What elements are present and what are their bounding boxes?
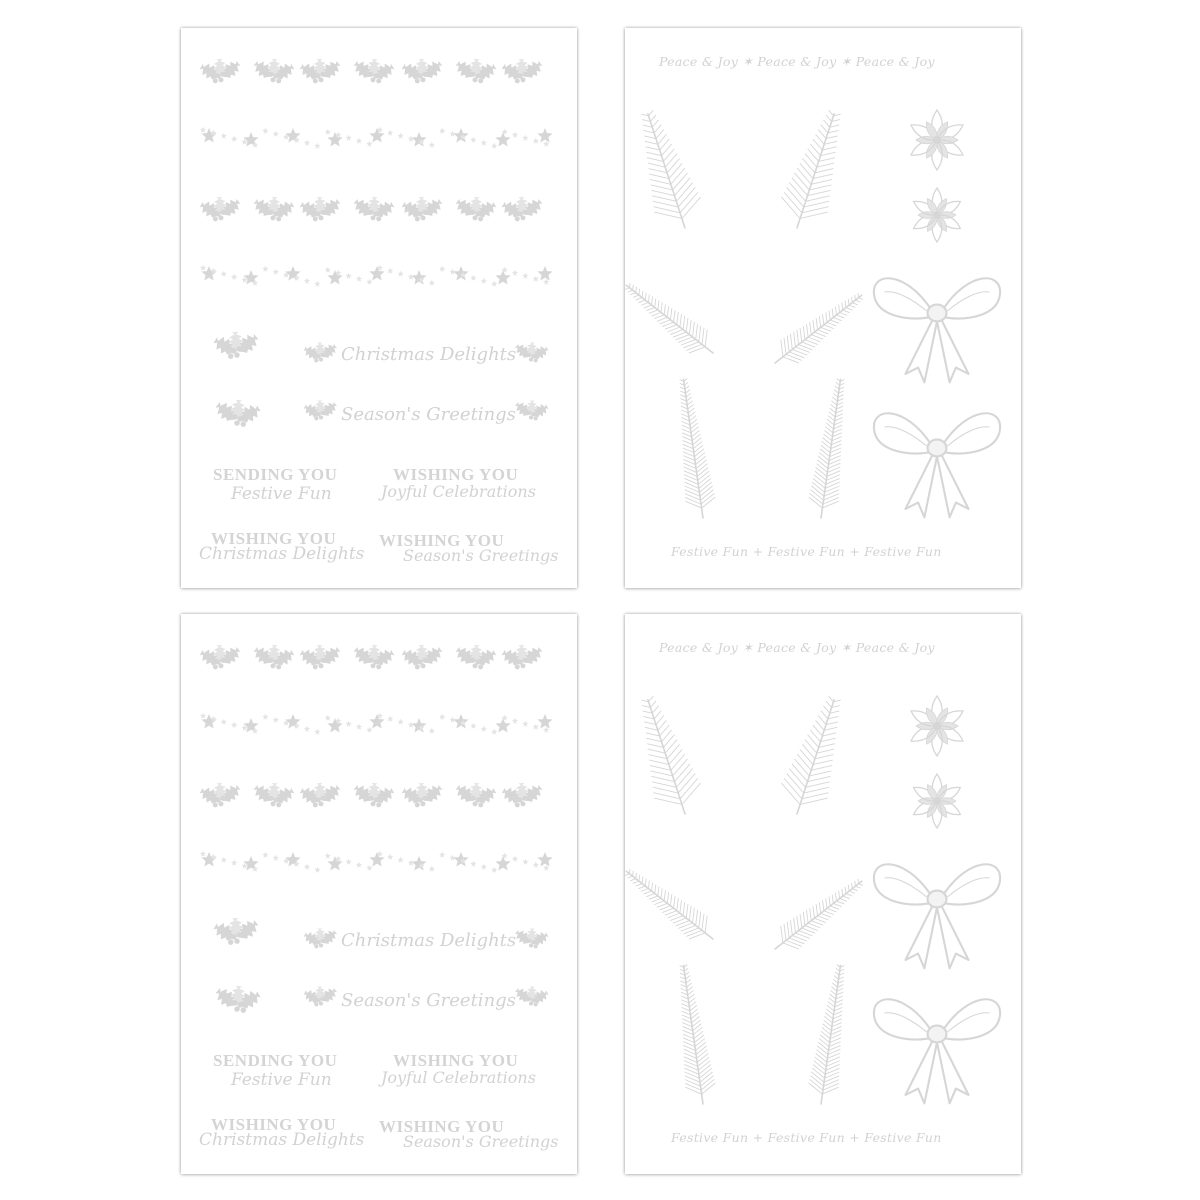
sentiment-bottom: Christmas Delights [199,544,365,564]
star-icon [533,862,539,868]
sentiment-bottom: Season's Greetings [403,546,559,565]
sentiment-top: WISHING YOU [211,529,337,548]
holly-icon [513,927,551,949]
holly-icon [399,781,445,807]
star-icon [356,276,362,282]
star-icon [522,273,528,279]
sentiment-top: WISHING YOU [379,1117,505,1136]
star-icon [356,724,362,730]
pine-branch-icon [806,963,855,1106]
sentiment-bottom: Christmas Delights [199,1130,365,1150]
star-icon [411,718,426,733]
star-icon [262,714,268,720]
star-icon [439,714,445,720]
star-icon [369,128,384,143]
star-icon [262,852,268,858]
star-icon [453,128,468,143]
star-icon [387,268,393,274]
bow-icon [874,413,1000,517]
star-icon [346,859,352,865]
sentiment-bottom: Festive Fun [231,1070,332,1090]
holly-icon [453,781,499,807]
phrase-christmas-delights: Christmas Delights [341,930,517,951]
star-icon [398,271,404,277]
pine-branch-icon [625,105,708,236]
sentiment-bottom: Joyful Celebrations [381,482,536,501]
phrase-seasons-greetings: Season's Greetings [341,404,516,425]
star-icon [537,266,552,281]
star-icon [346,273,352,279]
star-icon [356,138,362,144]
star-icon [398,133,404,139]
star-icon [408,722,414,728]
star-icon [470,137,476,143]
star-icon [411,270,426,285]
sentiment-bottom: Festive Fun [231,484,332,504]
star-icon [285,128,300,143]
holly-icon [453,195,499,221]
star-icon [304,864,310,870]
star-icon [231,860,237,866]
pine-branch-icon [774,691,858,822]
holly-icon [302,985,340,1007]
holly-icon [251,195,297,221]
sentiment-top: WISHING YOU [393,1051,519,1070]
holly-icon [351,57,397,83]
star-icon [450,269,456,275]
holly-icon [302,927,340,949]
pine-branch-icon [625,274,722,365]
star-icon [411,132,426,147]
holly-icon [399,195,445,221]
star-icon [481,864,487,870]
star-icon [481,140,487,146]
star-icon [512,270,518,276]
star-icon [387,854,393,860]
pine-branch-icon [625,860,722,951]
holly-artwork [181,614,577,1174]
holly-icon [212,398,263,427]
star-icon [481,726,487,732]
star-icon [398,719,404,725]
pine-branch-icon [774,105,858,236]
star-icon [304,140,310,146]
star-icon [231,722,237,728]
star-icon [537,128,552,143]
holly-icon [399,643,445,669]
holly-icon [513,985,551,1007]
star-icon [285,714,300,729]
poinsettia-icon [911,774,962,828]
sentiment-top: SENDING YOU [213,465,338,484]
star-icon [369,852,384,867]
holly-icon [351,643,397,669]
star-icon [262,128,268,134]
star-icon [325,715,331,721]
holly-sheet-bottom-left [181,614,577,1174]
pine-branch-icon [668,963,717,1106]
pine-branch-icon [766,870,871,961]
phrase-christmas-delights: Christmas Delights [341,344,517,365]
holly-icon [399,57,445,83]
star-icon [314,281,320,287]
botanical-artwork [625,614,1021,1174]
pine-branch-icon [668,377,717,520]
star-icon [522,859,528,865]
holly-icon [211,916,262,945]
star-icon [285,266,300,281]
star-icon [366,865,372,871]
star-icon [387,130,393,136]
botanical-sheet-bottom-right [625,614,1021,1174]
star-icon [450,131,456,137]
holly-icon [297,643,343,669]
star-icon [200,127,206,133]
star-icon [522,135,528,141]
star-icon [325,129,331,135]
star-icon [481,278,487,284]
pine-branch-icon [766,284,871,375]
star-icon [470,723,476,729]
botanical-sheet-top-right [625,28,1021,588]
star-icon [304,726,310,732]
holly-icon [453,643,499,669]
holly-icon [211,330,262,359]
star-icon [429,142,435,148]
star-icon [537,852,552,867]
star-icon [231,274,237,280]
star-icon [387,716,393,722]
star-icon [408,136,414,142]
holly-icon [197,643,243,669]
phrase-seasons-greetings: Season's Greetings [341,990,516,1011]
holly-icon [499,195,545,221]
star-icon [200,713,206,719]
star-icon [429,866,435,872]
sentiment-bottom: Joyful Celebrations [381,1068,536,1087]
star-icon [304,278,310,284]
sentiment-top: SENDING YOU [213,1051,338,1070]
star-icon [429,280,435,286]
holly-icon [251,781,297,807]
star-icon [221,857,227,863]
star-icon [450,855,456,861]
holly-icon [251,57,297,83]
holly-icon [197,195,243,221]
star-icon [533,276,539,282]
sentiment-top: WISHING YOU [379,531,505,550]
holly-icon [351,195,397,221]
star-icon [512,132,518,138]
bow-icon [874,278,1000,382]
star-icon [314,729,320,735]
holly-icon [351,781,397,807]
star-icon [273,269,279,275]
star-icon [200,265,206,271]
star-icon [273,717,279,723]
holly-icon [297,195,343,221]
holly-icon [251,643,297,669]
star-icon [285,852,300,867]
star-icon [453,266,468,281]
star-icon [221,133,227,139]
star-icon [366,279,372,285]
star-icon [262,266,268,272]
star-icon [533,138,539,144]
star-icon [366,727,372,733]
star-icon [470,861,476,867]
star-icon [439,852,445,858]
star-icon [325,267,331,273]
star-icon [522,721,528,727]
holly-icon [297,57,343,83]
poinsettia-icon [908,696,965,756]
bottom-border-text: Festive Fun + Festive Fun + Festive Fun [671,544,942,559]
star-icon [450,717,456,723]
star-icon [439,266,445,272]
holly-icon [302,341,340,363]
holly-icon [297,781,343,807]
holly-icon [453,57,499,83]
holly-icon [197,57,243,83]
top-border-text: Peace & Joy ✶ Peace & Joy ✶ Peace & Joy [659,640,935,655]
star-icon [491,281,497,287]
star-icon [512,718,518,724]
holly-icon [499,643,545,669]
star-icon [346,721,352,727]
star-icon [512,856,518,862]
star-icon [491,143,497,149]
star-icon [314,143,320,149]
holly-icon [302,399,340,421]
botanical-artwork [625,28,1021,588]
star-icon [314,867,320,873]
star-icon [325,853,331,859]
star-icon [411,856,426,871]
bottom-border-text: Festive Fun + Festive Fun + Festive Fun [671,1130,942,1145]
star-icon [273,131,279,137]
star-icon [491,729,497,735]
star-icon [408,860,414,866]
star-icon [356,862,362,868]
poinsettia-icon [908,110,965,170]
holly-icon [499,781,545,807]
star-icon [366,141,372,147]
star-icon [398,857,404,863]
star-icon [537,714,552,729]
star-icon [231,136,237,142]
sentiment-bottom: Season's Greetings [403,1132,559,1151]
holly-icon [197,781,243,807]
star-icon [273,855,279,861]
sentiment-top: WISHING YOU [211,1115,337,1134]
star-icon [408,274,414,280]
pine-branch-icon [625,691,708,822]
star-icon [439,128,445,134]
star-icon [200,851,206,857]
bow-icon [874,999,1000,1103]
star-icon [429,728,435,734]
star-icon [470,275,476,281]
star-icon [453,852,468,867]
pine-branch-icon [806,377,855,520]
bow-icon [874,864,1000,968]
poinsettia-icon [911,188,962,242]
star-icon [533,724,539,730]
holly-icon [212,984,263,1013]
holly-artwork [181,28,577,588]
sentiment-top: WISHING YOU [393,465,519,484]
star-icon [369,714,384,729]
holly-sheet-top-left [181,28,577,588]
holly-icon [513,341,551,363]
star-icon [491,867,497,873]
star-icon [453,714,468,729]
top-border-text: Peace & Joy ✶ Peace & Joy ✶ Peace & Joy [659,54,935,69]
holly-icon [499,57,545,83]
holly-icon [513,399,551,421]
star-icon [221,271,227,277]
star-icon [346,135,352,141]
star-icon [369,266,384,281]
star-icon [221,719,227,725]
